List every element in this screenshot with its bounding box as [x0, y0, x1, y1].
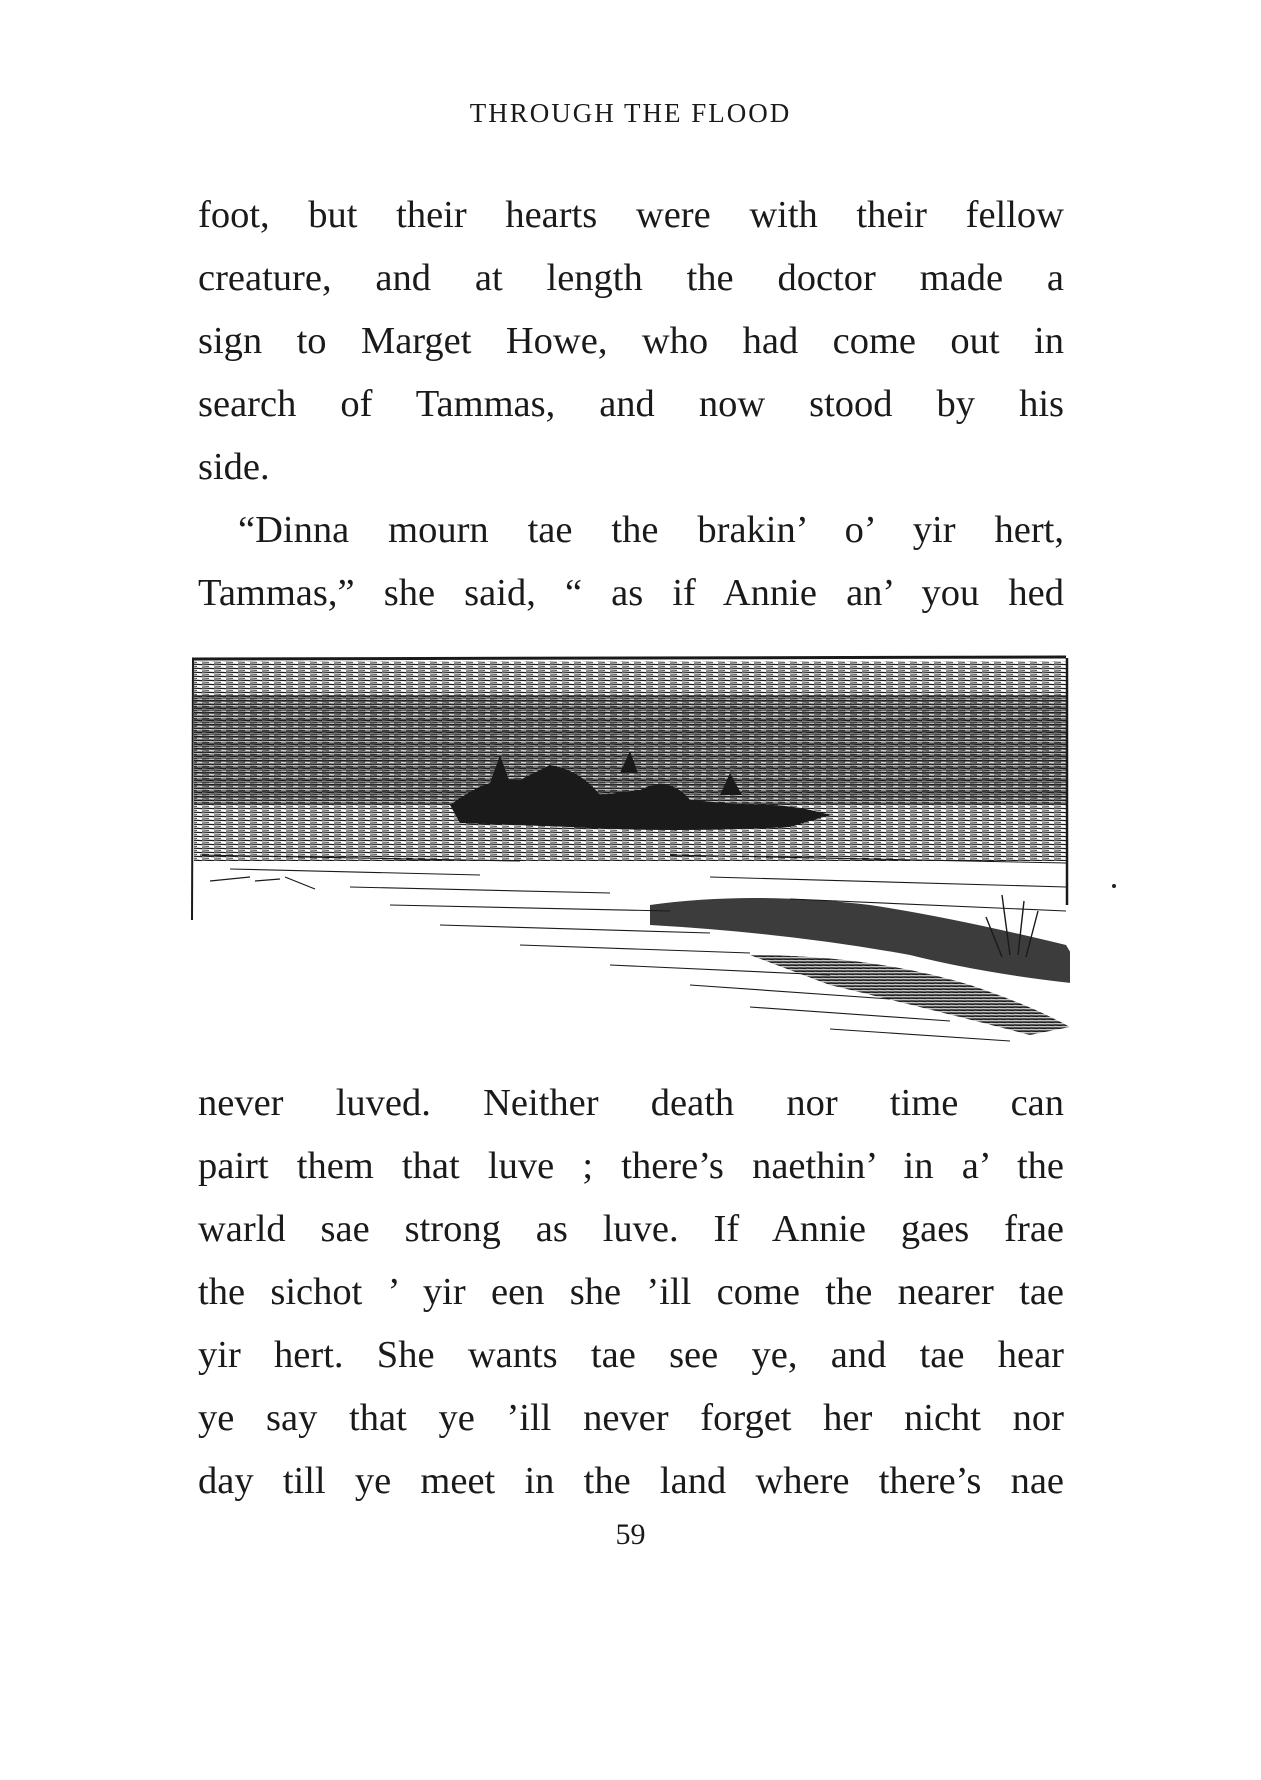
text-line: “Dinna mourn tae the brakin’ o’ yir hert, [238, 509, 1064, 551]
text-line: creature, and at length the doctor made a [198, 257, 1064, 299]
text-block-top [198, 184, 1064, 625]
running-head: THROUGH THE FLOOD [469, 98, 792, 128]
text-line: sign to Marget Howe, who had come out in [198, 320, 1064, 362]
flood-water-etching-icon [190, 655, 1070, 1050]
text-line: ye say that ye ’ill never forget her nicht nor [198, 1397, 1064, 1439]
text-line: warld sae strong as luve. If Annie gaes frae [198, 1208, 1064, 1250]
text-line: yir hert. She wants tae see ye, and tae hear [198, 1334, 1064, 1376]
text-block-bottom [198, 1072, 1064, 1513]
print-speck [1112, 884, 1116, 888]
text-line: day till ye meet in the land where there’s nae [198, 1460, 1064, 1502]
text-line: Tammas,” she said, “ as if Annie an’ you hed [198, 572, 1064, 614]
text-line: foot, but their hearts were with their fellow [198, 194, 1064, 236]
page-number: 59 [615, 1518, 646, 1551]
text-line: never luved. Neither death nor time can [198, 1082, 1064, 1124]
text-line: side. [198, 446, 270, 488]
text-line: the sichot ’ yir een she ’ill come the nearer tae [198, 1271, 1064, 1313]
text-line: pairt them that luve ; there’s naethin’ in a’ the [198, 1145, 1064, 1187]
text-line: search of Tammas, and now stood by his [198, 383, 1064, 425]
